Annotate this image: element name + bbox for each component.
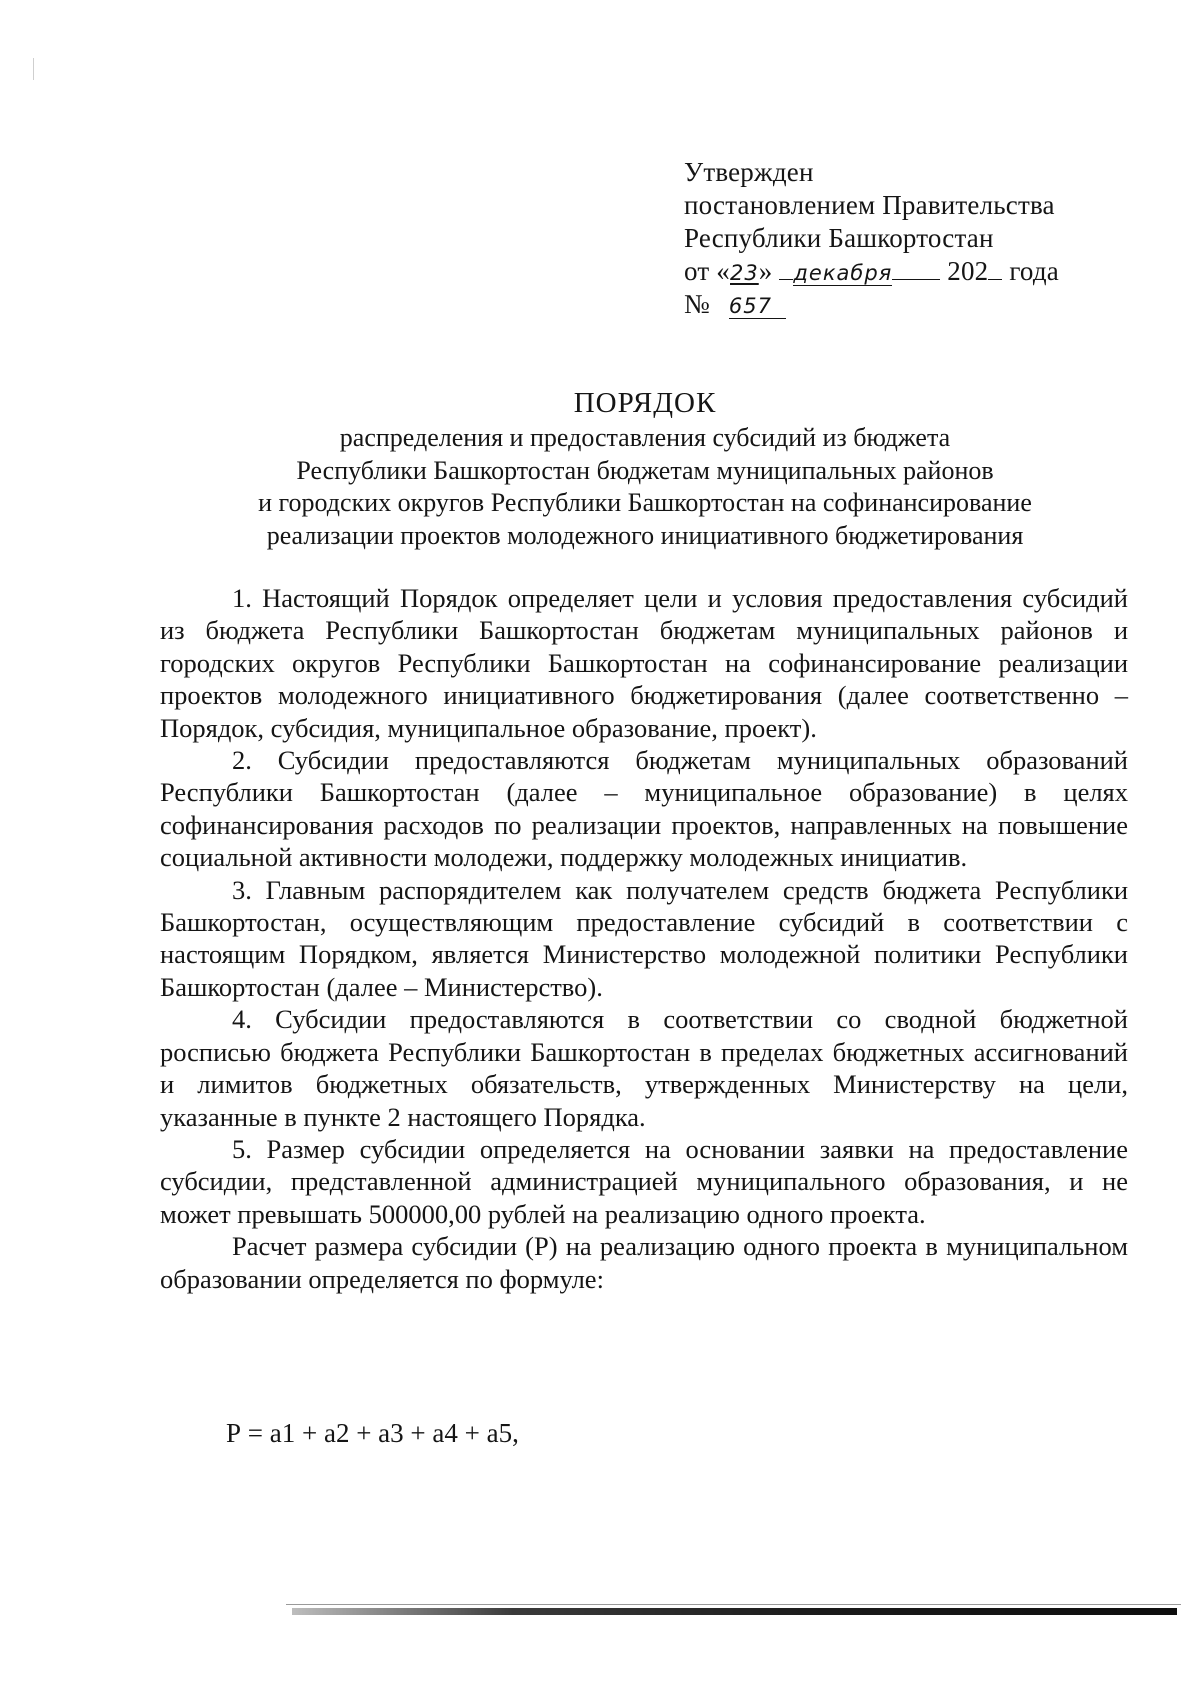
subtitle-line: Республики Башкортостан бюджетам муниципальных районов: [296, 455, 994, 485]
date-mid: »: [758, 256, 773, 286]
document-title: ПОРЯДОК: [573, 387, 717, 419]
approval-date-line: [684, 255, 1059, 288]
date-blank-left: [779, 257, 793, 280]
date-prefix: от «: [684, 256, 730, 286]
paragraph-4: 4. Субсидии предоставляются в соответствии со сводной бюджетной росписью бюджета Республики Башкортостан в пределах бюджетных ассигнований и лимитов бюджетных обязательств, утвержденных Министерству на цели, указанные в пункте 2 настоящего Порядка.: [160, 1004, 1128, 1132]
paragraph-5: 5. Размер субсидии определяется на основании заявки на предоставление субсидии, представленной администрацией муниципального образования, и не может превышать 500000,00 рублей на реализацию одного проекта.: [160, 1133, 1128, 1229]
paragraph-1: 1. Настоящий Порядок определяет цели и условия предоставления субсидий из бюджета Республики Башкортостан бюджетам муниципальных районов и городских округов Республики Башкортостан на софинансирование реализации проектов молодежного инициативного бюджетирования (далее соответственно – Порядок, субсидия, муниципальное образование, проект).: [160, 583, 1128, 743]
paragraph-2: 2. Субсидии предоставляются бюджетам муниципальных образований Республики Башкортостан (далее – муниципальное образование) в целях софинансирования расходов по реализации проектов, направленных на повышение социальной активности молодежи, поддержку молодежных инициатив.: [160, 745, 1128, 873]
approval-number-line: [684, 288, 1059, 321]
date-year-blank: [988, 257, 1002, 280]
date-blank-right: [892, 257, 940, 280]
scan-artifact-mark: [33, 58, 34, 80]
approval-stamp-block: [684, 156, 1059, 321]
approval-line-republic: Республики Башкортостан: [684, 223, 994, 253]
subtitle-line: реализации проектов молодежного инициативного бюджетирования: [266, 520, 1024, 550]
approval-line-approved: Утвержден: [684, 157, 814, 187]
document-subtitle: [160, 422, 1130, 552]
date-year-prefix: 202: [947, 256, 989, 286]
subtitle-line: и городских округов Республики Башкортостан на софинансирование: [258, 488, 1032, 517]
subsidy-formula: Р = а1 + а2 + а3 + а4 + а5,: [226, 1418, 519, 1448]
paragraph-calculation: Расчет размера субсидии (Р) на реализацию одного проекта в муниципальном образовании определяется по формуле:: [160, 1231, 1128, 1294]
date-month: декабря: [793, 261, 893, 285]
document-number: 657: [729, 294, 786, 319]
date-year-suffix: года: [1009, 256, 1059, 286]
date-day: 23: [730, 261, 759, 285]
scan-edge-line: [286, 1604, 1181, 1605]
subtitle-line: распределения и предоставления субсидий из бюджета: [339, 423, 951, 452]
scan-bottom-bar: [292, 1608, 1177, 1615]
approval-line-resolution: постановлением Правительства: [684, 190, 1055, 220]
paragraph-3: 3. Главным распорядителем как получателем средств бюджета Республики Башкортостан, осуществляющим предоставление субсидий в соответствии с настоящим Порядком, является Министерство молодежной политики Республики Башкортостан (далее – Министерство).: [160, 874, 1128, 1002]
document-body: [160, 582, 1128, 1295]
number-sign: №: [684, 289, 710, 319]
